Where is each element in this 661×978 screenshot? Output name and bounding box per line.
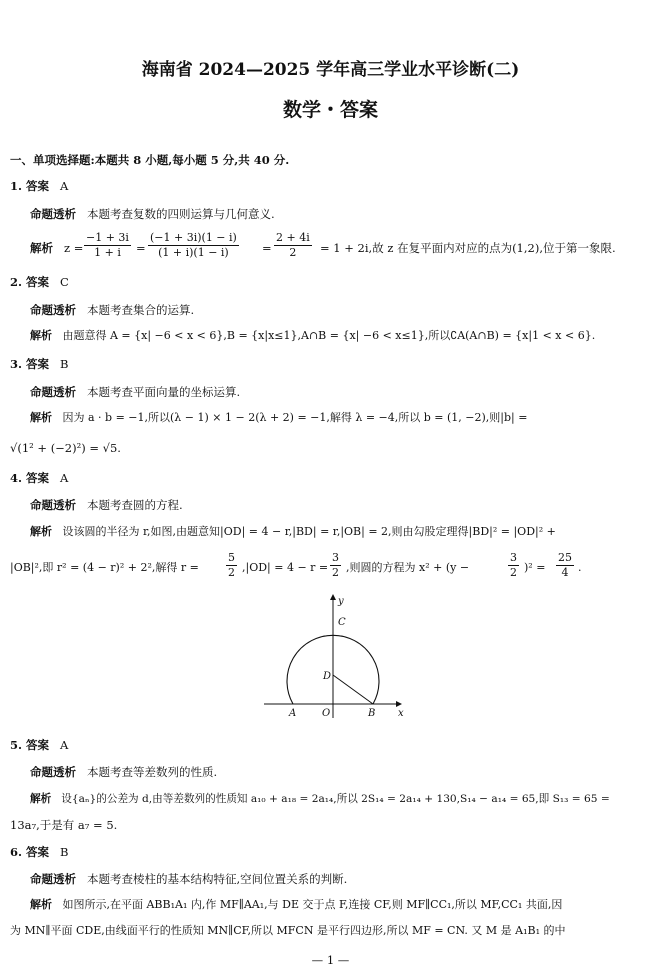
q1-f1-num: −1 + 3i	[86, 231, 129, 244]
q1-answer-value: A	[59, 179, 69, 193]
q1-f2-den: (1 + i)(1 − i)	[158, 246, 229, 259]
q4-fo-num: 3	[332, 551, 339, 564]
q4-answer	[10, 470, 68, 486]
q1-tail: = 1 + 2i,故 z 在复平面内对应的点为(1,2),位于第一象限.	[320, 241, 616, 255]
label-a: A	[289, 708, 297, 719]
label-y: y	[338, 596, 344, 607]
q5-intent-text: 本题考查等差数列的性质.	[86, 765, 218, 779]
q4-answer-value: A	[59, 471, 69, 485]
q6-answer	[10, 844, 68, 860]
q4-fraction-r	[226, 551, 237, 580]
q4-l2e: .	[578, 561, 582, 574]
q3-analysis-line1: 因为 a · b = −1,所以(λ − 1) × 1 − 2(λ + 2) = −1,解得 λ = −4,所以 b = (1, −2),则|b| =	[62, 411, 528, 424]
q6-analysis-line2: 为 MN∥平面 CDE,由线面平行的性质知 MN∥CF,所以 MFCN 是平行四边形,所以 MF = CN. 又 M 是 A₁B₁ 的中	[10, 924, 566, 937]
q4-analysis-label: 解析	[30, 525, 52, 538]
q6-answer-value: B	[59, 845, 69, 859]
document-subtitle: 数学・答案	[282, 99, 378, 121]
q3-intent-text: 本题考查平面向量的坐标运算.	[86, 385, 241, 399]
q4-l2c: ,则圆的方程为 x² + (y −	[346, 561, 470, 574]
label-c: C	[338, 617, 346, 628]
q4-fraction-y	[508, 551, 519, 580]
q4-intent-text: 本题考查圆的方程.	[86, 498, 183, 512]
q2-intent	[30, 302, 194, 318]
q4-fr-den: 2	[228, 566, 235, 579]
q4-fraction-eq	[556, 551, 574, 580]
q1-fraction-3	[274, 231, 312, 260]
segment-db	[333, 675, 373, 704]
q4-analysis-line1: 设该圆的半径为 r,如图,由题意知|OD| = 4 − r,|BD| = r,|OB| = 2,则由勾股定理得|BD|² = |OD|² +	[62, 525, 556, 538]
q5-answer-label: 5. 答案	[10, 738, 50, 752]
q1-f1-den: 1 + i	[94, 246, 121, 259]
q2-analysis-label: 解析	[30, 329, 52, 342]
q5-intent-label: 命题透析	[30, 765, 76, 779]
q1-answer-label: 1. 答案	[10, 179, 50, 193]
q4-l2d: )² =	[524, 561, 546, 574]
q1-z-eq: z =	[64, 241, 84, 255]
q1-f2-num: (−1 + 3i)(1 − i)	[150, 231, 237, 244]
q1-f3-den: 2	[289, 246, 297, 259]
q4-fe-den: 4	[561, 566, 569, 579]
q5-analysis	[30, 791, 610, 807]
q2-analysis-text: 由题意得 A = {x| −6 < x < 6},B = {x|x≤1},A∩B = {x| −6 < x≤1},所以∁A(A∩B) = {x|1 < x < 6}.	[62, 329, 596, 342]
q4-fy-num: 3	[510, 551, 517, 564]
label-o: O	[322, 708, 331, 719]
q5-intent	[30, 764, 217, 780]
q5-answer	[10, 737, 68, 753]
q4-l2a: |OB|²,即 r² = (4 − r)² + 2²,解得 r =	[10, 561, 199, 574]
q1-f3-num: 2 + 4i	[276, 231, 310, 244]
q5-analysis-label: 解析	[30, 793, 52, 805]
q4-fo-den: 2	[332, 566, 339, 579]
q2-intent-label: 命题透析	[30, 303, 76, 317]
document-title: 海南省 2024—2025 学年高三学业水平诊断(二)	[141, 60, 520, 80]
q3-intent	[30, 384, 240, 400]
q2-answer-value: C	[59, 275, 69, 289]
q6-intent	[30, 871, 347, 887]
q4-fy-den: 2	[510, 566, 517, 579]
label-x: x	[398, 708, 404, 719]
q2-answer-label: 2. 答案	[10, 275, 50, 289]
q3-analysis-line2: √(1² + (−2)²) = √5.	[10, 441, 121, 455]
circle-figure	[258, 592, 418, 720]
q1-intent-label: 命题透析	[30, 207, 76, 221]
q6-answer-label: 6. 答案	[10, 845, 50, 859]
q3-answer-value: B	[59, 357, 69, 371]
section-heading: 一、单项选择题:本题共 8 小题,每小题 5 分,共 40 分.	[10, 153, 290, 167]
q3-answer-label: 3. 答案	[10, 357, 50, 371]
q3-answer	[10, 356, 68, 372]
q1-fraction-2	[148, 231, 239, 260]
q1-analysis-label: 解析	[30, 241, 53, 255]
q4-analysis	[30, 524, 556, 540]
q4-intent-label: 命题透析	[30, 498, 76, 512]
q1-intent	[30, 206, 275, 222]
q4-fe-num: 25	[558, 551, 572, 564]
label-b: B	[368, 708, 376, 719]
q4-fraction-od	[330, 551, 341, 580]
q6-analysis-label: 解析	[30, 898, 52, 911]
q3-analysis-label: 解析	[30, 411, 52, 424]
q6-analysis	[30, 897, 562, 913]
q2-analysis	[30, 328, 595, 344]
q5-analysis-line1: 设{aₙ}的公差为 d,由等差数列的性质知 a₁₀ + a₁₈ = 2a₁₄,所以 2S₁₄ = 2a₁₄ + 130,S₁₄ − a₁₄ = 65,即 S₁₃ = 65 =	[61, 793, 610, 805]
q6-intent-text: 本题考查棱柱的基本结构特征,空间位置关系的判断.	[86, 872, 348, 886]
q5-answer-value: A	[59, 738, 69, 752]
q6-intent-label: 命题透析	[30, 872, 76, 886]
q4-fr-num: 5	[228, 551, 235, 564]
q5-analysis-line2: 13a₇,于是有 a₇ = 5.	[10, 818, 118, 832]
q4-intent	[30, 497, 183, 513]
q3-intent-label: 命题透析	[30, 385, 76, 399]
q4-l2b: ,|OD| = 4 − r =	[242, 561, 329, 574]
q1-eq1: =	[136, 241, 146, 255]
label-d: D	[323, 671, 332, 682]
q1-intent-text: 本题考查复数的四则运算与几何意义.	[86, 207, 275, 221]
q1-answer	[10, 178, 68, 194]
x-axis-arrow	[396, 701, 402, 707]
q1-eq2: =	[262, 241, 272, 255]
y-axis-arrow	[330, 594, 336, 600]
q6-analysis-line1: 如图所示,在平面 ABB₁A₁ 内,作 MF∥AA₁,与 DE 交于点 F,连接 CF,则 MF∥CC₁,所以 MF,CC₁ 共面,因	[62, 898, 563, 911]
q4-answer-label: 4. 答案	[10, 471, 50, 485]
q1-fraction-1	[84, 231, 131, 260]
page-number: — 1 —	[311, 953, 350, 967]
q3-analysis	[30, 410, 527, 426]
q2-intent-text: 本题考查集合的运算.	[86, 303, 195, 317]
q2-answer	[10, 274, 69, 290]
